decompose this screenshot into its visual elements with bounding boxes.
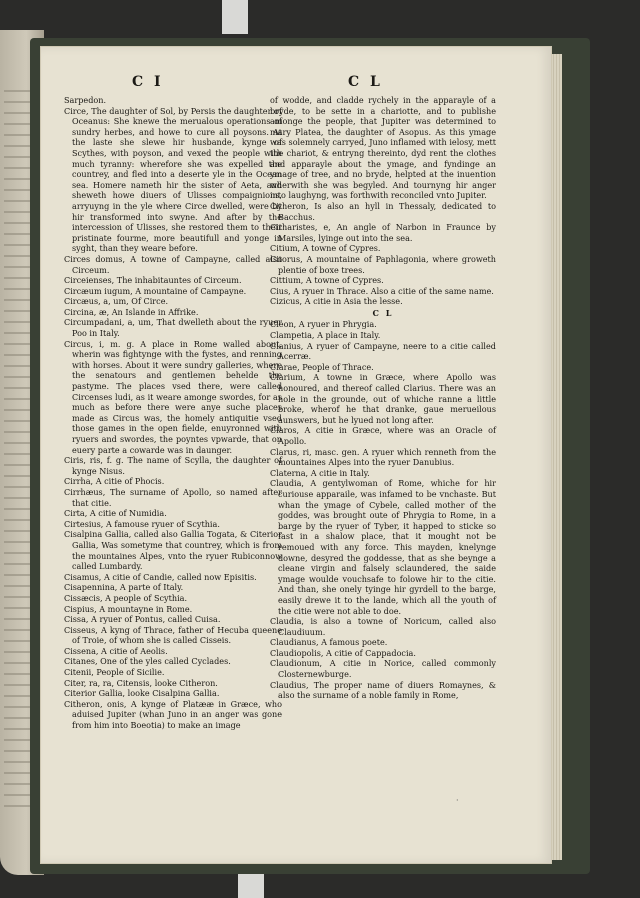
left-text-column	[64, 95, 282, 731]
dictionary-entry: Claudius, The proper name of diuers Romaynes, & also the surname of a noble family in Rome,	[270, 679, 496, 701]
dictionary-entry: Claudia, A gentylwoman of Rome, whiche for hir curiouse apparaile, was infamed to be vnchaste. But whan the ymage of Cybele, called mother of the goddes, was brought oute of Phrygia to Rome, in a barge by the ryuer of Tyber, it happed to sticke so fast in a shalow place, that it mought not be remoued with any force. This mayden, knelynge downe, desyred the goddesse, that as she beynge a cleane virgin and falsely sclaundered, the saide ymage woulde vouchsafe to folowe hir to the citie. And than, she onely tyinge hir gyrdell to the barge, easily drewe it to the lande, which all the youth of the citie were not able to doe.	[270, 478, 496, 616]
dictionary-entry: Cirrhæus, The surname of Apollo, so named after that citie.	[64, 486, 282, 508]
dictionary-entry: Citharistes, e, An angle of Narbon in Fraunce by Marsiles, lyinge out into the sea.	[270, 222, 496, 243]
page-blemish: ·	[456, 796, 459, 805]
dictionary-entry: Cissena, A citie of Aeolis.	[64, 645, 168, 656]
dictionary-entry: Circes domus, A towne of Campayne, called also Circeum.	[64, 253, 282, 275]
dictionary-entry: Claudianus, A famous poete.	[270, 637, 388, 648]
dictionary-entry: Citerior Gallia, looke Cisalpina Gallia.	[64, 688, 220, 699]
section-heading: C L	[372, 307, 394, 318]
dictionary-entry: Claudiopolis, A citie of Cappadocia.	[270, 647, 416, 658]
dictionary-entry: Clanius, A ryuer of Campayne, neere to a citie called Acerræ.	[270, 340, 496, 362]
dictionary-entry: Cius, A ryuer in Thrace. Also a citie of the same name.	[270, 285, 494, 296]
dictionary-entry: Cirrha, A citie of Phocis.	[64, 476, 165, 487]
dictionary-entry: Cisalpina Gallia, called also Gallia Togata, & Citerior Gallia, Was sometyme that countrey, which is from the mountaines Alpes, vnto the ryuer Rubiconnow called Lumbardy.	[64, 529, 282, 572]
dictionary-entry: Cittium, A towne of Cypres.	[270, 275, 384, 286]
dictionary-entry: Citium, A towne of Cypres.	[270, 243, 381, 254]
dictionary-entry: Cirta, A citie of Numidia.	[64, 508, 167, 519]
dictionary-entry: Claudionum, A citie in Norice, called commonly Closternewburge.	[270, 658, 496, 680]
dictionary-entry: of wodde, and cladde rychely in the apparayle of a bryde, to be sette in a chariotte, and to publishe amonge the people, that Jupiter was determined to mary Platea, the daughter of Asopus. As this ymage was solemnely carryed, Juno inflamed with ielosy, mett the chariot, & entryng thereinto, dyd rent the clothes and apparayle about the ymage, and fyndinge an ymage of tree, and no bryde, helpted at the inuention wherwith she was begyled. And tournyng hir anger into laughyng, was forthwith reconciled vnto Jupiter.	[270, 95, 496, 201]
dictionary-entry: Citheron, onis, A kynge of Platææ in Græce, who aduised Jupiter (whan Juno in an anger was gone from him into Boeotia) to make an image	[64, 698, 282, 731]
dictionary-entry: Clarus, ri, masc. gen. A ryuer which renneth from the mountaines Alpes into the ryuer Danubius.	[270, 446, 496, 468]
dictionary-entry: Citenii, People of Sicilie.	[64, 667, 165, 678]
dictionary-entry: Clampetia, A place in Italy.	[270, 330, 381, 341]
dictionary-entry: Ciris, ris, f. g. The name of Scylla, the daughter of kynge Nisus.	[64, 455, 282, 476]
dictionary-entry: Citheron, Is also an hyll in Thessaly, dedicated to Bacchus.	[270, 200, 496, 222]
dictionary-entry: Circina, æ, An Islande in Affrike.	[64, 306, 199, 317]
right-text-column	[270, 95, 496, 701]
dictionary-entry: Cisamus, A citie of Candie, called now Episitis.	[64, 571, 257, 582]
dictionary-entry: Citanes, One of the yles called Cyclades.	[64, 656, 231, 667]
running-head-right: C L	[348, 74, 383, 90]
dictionary-entry: Cisapennina, A parte of Italy.	[64, 582, 184, 593]
dictionary-entry: Circus, i, m. g. A place in Rome walled about, wherin was fightynge with the fystes, and renning with horses. About it were sundry galleries, where the senatours and gentlemen behelde the pastyme. The places vsed there, were called Circenses ludi, as it weare amonge swordes, for as much as before there were anye suche places made as Circus was, the homely antiquitie vsed those games in the open fielde, enuyronned with ryuers and swordes, the poyntes vpwarde, that on euery parte a cowarde was in daunger.	[64, 338, 282, 455]
dictionary-entry: Claudia, is also a towne of Noricum, called also Claudiuum.	[270, 616, 496, 637]
dictionary-entry: Clarae, People of Thrace.	[270, 361, 374, 372]
dictionary-entry: Cispius, A mountayne in Rome.	[64, 603, 193, 614]
dictionary-entry: Circe, The daughter of Sol, by Persis the daughter of Oceanus: She knewe the merualous operations of sundry herbes, and howe to cure all poysons. At the laste she slewe hir husbande, kynge of Scythes, with poyson, and vexed the people with much tyranny: wherefore she was expelled the countrey, and fled into a deserte yle in the Ocean sea. Homere nameth hir the sister of Aeta, and sheweth howe diuers of Ulisses compaignions, arryuyng in the yle where Circe dwelled, were by hir transformed into swyne. And after by the intercession of Ulisses, she restored them to their pristinate fourme, more beautifull and yonge in syght, than they weare before.	[64, 105, 282, 254]
dictionary-entry: Circumpadani, a, um, That dwelleth about the ryuer Poo in Italy.	[64, 317, 282, 339]
dictionary-entry: Claros, A citie in Græce, where was an Oracle of Apollo.	[270, 425, 496, 446]
dictionary-entry: Cirtesius, A famouse ryuer of Scythia.	[64, 518, 220, 529]
dictionary-entry: Circeienses, The inhabitauntes of Circeum.	[64, 275, 242, 286]
dictionary-entry: Circæum iugum, A mountaine of Campayne.	[64, 285, 247, 296]
dictionary-entry: Cizicus, A citie in Asia the lesse.	[270, 296, 403, 307]
dictionary-entry: Cisseus, A kyng of Thrace, father of Hecuba queene of Troie, of whom she is called Cisseis.	[64, 624, 282, 646]
top-ruler	[222, 0, 248, 34]
dictionary-entry: Circæus, a, um, Of Circe.	[64, 296, 169, 307]
dictionary-entry: Citer, ra, ra, Citensis, looke Citheron.	[64, 677, 218, 688]
dictionary-entry: Clarium, A towne in Græce, where Apollo was honoured, and thereof called Clarius. There was an hole in the grounde, out of whiche ranne a little broke, wherof he that dranke, gaue merueilous aunswers, but he lyued not long after.	[270, 372, 496, 425]
dictionary-entry: Cleon, A ryuer in Phrygia.	[270, 319, 377, 330]
dictionary-entry: Sarpedon.	[64, 95, 107, 105]
dictionary-entry: Cissa, A ryuer of Pontus, called Cuisa.	[64, 614, 221, 625]
running-head-left: C I	[132, 74, 164, 90]
dictionary-entry: Citorus, A mountaine of Paphlagonia, where groweth plentie of boxe trees.	[270, 253, 496, 275]
dictionary-entry: Claterna, A citie in Italy.	[270, 467, 370, 478]
dictionary-entry: Cissæcis, A people of Scythia.	[64, 592, 188, 603]
